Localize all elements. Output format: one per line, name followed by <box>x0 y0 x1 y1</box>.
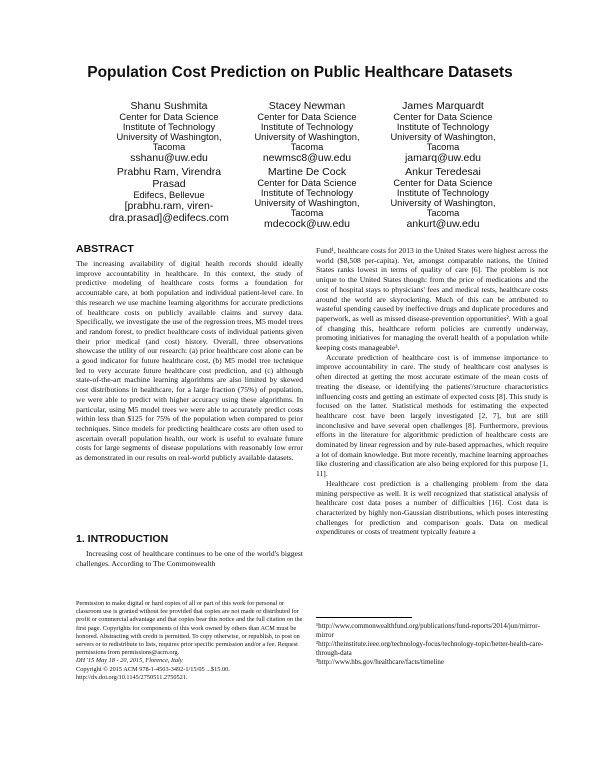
permission-block <box>76 600 303 682</box>
introduction-heading: 1. INTRODUCTION <box>76 533 169 545</box>
author-affiliation: Center for Data Science Institute of Technology University of Washington, Tacoma <box>390 178 496 218</box>
conference-venue: DH '15 May 18 - 20, 2015, Florence, Italy <box>76 657 183 665</box>
author-name: James Marquardt <box>402 100 484 112</box>
footnote: ³http://www.hbs.gov/healthcare/facts/timeline <box>316 658 444 666</box>
author-email: sshanu@uw.edu <box>130 152 208 164</box>
introduction-paragraph: Increasing cost of healthcare continues to be one of the world's biggest challenges. According to The Commonwealth <box>76 549 303 568</box>
author-email: mdecock@uw.edu <box>264 218 350 230</box>
permission-text: Permission to make digital or hard copies of all or part of this work for personal or classroom use is granted without fee provided that copies are not made or distributed for profit or commercial advantage and that copies bear this notice and the full citation on the first page. Copyrights for components of this work owned by others than ACM must be honored. Abstracting with credit is permitted. To copy otherwise, or republish, to post on servers or to redistribute to lists, requires prior specific permission and/or a fee. Request permissions from permissions@acm.org. <box>76 600 303 657</box>
paper-title: Population Cost Prediction on Public Healthcare Datasets <box>87 64 513 81</box>
right-column <box>316 246 548 537</box>
footnote: ²http://theinstitute.ieee.org/technology-focus/technology-topic/better-health-care-through-data <box>316 640 544 657</box>
author-name: Ankur Teredesai <box>405 166 481 178</box>
abstract-heading: ABSTRACT <box>76 243 134 255</box>
author-affiliation: Edifecs, Bellevue <box>133 190 205 200</box>
author-email: newmsc8@uw.edu <box>262 152 352 164</box>
body-paragraph: Fund¹, healthcare costs for 2013 in the United States were highest across the world ($8,508 per-capita). Yet, amongst comparable nations, the United States ranks lowest in terms of quality of care [6]. The problem is not unique to the United States though: from the price of medications and the cost of hospital stays to physicians' fees and medical tests, healthcare costs around the world are skyrocketing. Much of this can be attributed to wasteful spending caused by ineffective drugs and duplicate procedures and paperwork, as well as missed disease-prevention opportunities². With a goal of changing this, healthcare reform policies are currently underway, promoting initiatives for managing the overall health of a population while keeping costs manageable³. <box>316 246 548 353</box>
author-name: Shanu Sushmita <box>130 100 208 112</box>
author-block <box>358 100 528 164</box>
footnote: ¹http://www.commonwealthfund.org/publications/fund-reports/2014/jun/mirror-mirror <box>316 622 540 639</box>
author-name: Martine De Cock <box>267 166 347 178</box>
author-name: Prabhu Ram, Virendra Prasad <box>116 166 222 190</box>
author-name: Stacey Newman <box>268 100 346 112</box>
footnote-rule <box>316 617 412 618</box>
author-block <box>358 166 528 230</box>
body-paragraph: Healthcare cost prediction is a challenging problem from the data mining perspective as well. It is well recognized that statistical analysis of healthcare cost data poses a number of difficulties [16]. Cost data is characterized by highly non-Gaussian distributions, which poses interesting challenges for prediction and comparison goals. Data on medical expenditures or costs of treatment typically feature a <box>316 478 548 537</box>
body-paragraph: Accurate prediction of healthcare cost is of immense importance to improve accountability in care. The study of healthcare cost analyses is often directed at getting the most accurate estimate of the mean costs of treating the disease, or identifying the patients'/structure characteristics influencing costs and getting an estimate of expected costs [8]. This study is focused on the latter. Statistical methods for estimating the expected healthcare cost have been largely investigated [2, 7], but are still inconclusive and have several open challenges [8]. Furthermore, previous efforts in the literature for algorithmic prediction of healthcare costs are dominated by linear regression and by rule-based approaches, which require a lot of domain knowledge. But more recently, machine learning approaches like clustering and classification are also being explored for this purpose [1, 11]. <box>316 352 548 479</box>
doi-link: http://dx.doi.org/10.1145/2750511.2750521. <box>76 673 188 681</box>
author-affiliation: Center for Data Science Institute of Technology University of Washington, Tacoma <box>116 112 222 152</box>
author-affiliation: Center for Data Science Institute of Technology University of Washington, Tacoma <box>254 178 360 218</box>
footnotes <box>316 622 548 667</box>
abstract-text: The increasing availability of digital health records should ideally improve accountability in healthcare. In this context, the study of predictive modeling of healthcare costs forms a foundation for accountable care, at both population and individual patient-level care. In this research we use machine learning algorithms for accurate predictions of healthcare costs on publicly available claims and survey data. Specifically, we investigate the use of the regression trees, M5 model trees and random forest, to predict healthcare costs of individual patients given their prior medical (and cost) history. Overall, three observations showcase the utility of our research: (a) prior healthcare cost alone can be a good indicator for future healthcare cost, (b) M5 model tree technique led to very accurate future healthcare cost prediction, and (c) although state-of-the-art machine learning algorithms are also limited by skewed cost distributions in healthcare, for a large fraction (75%) of population, we were able to predict with higher accuracy using these algorithms. In particular, using M5 model trees we were able to accurately predict costs within less than $125 for 75% of the population when compared to prior techniques. Since models for predicting healthcare costs are often used to ascertain overall population health, our work is useful to evaluate future costs for large segments of disease populations with reasonably low error as demonstrated in our results on real-world publicly available datasets. <box>76 259 303 463</box>
author-affiliation: Center for Data Science Institute of Technology University of Washington, Tacoma <box>390 112 496 152</box>
author-affiliation: Center for Data Science Institute of Technology University of Washington, Tacoma <box>254 112 360 152</box>
introduction-body <box>76 549 303 568</box>
author-email: ankurt@uw.edu <box>406 218 480 230</box>
abstract-body <box>76 259 303 463</box>
author-email: jamarq@uw.edu <box>404 152 482 164</box>
author-email: [prabhu.ram, viren- dra.prasad]@edifecs.com <box>109 200 229 224</box>
copyright-notice: Copyright © 2015 ACM 978-1-4503-3492-1/15/05 ...$15.00. <box>76 665 230 673</box>
